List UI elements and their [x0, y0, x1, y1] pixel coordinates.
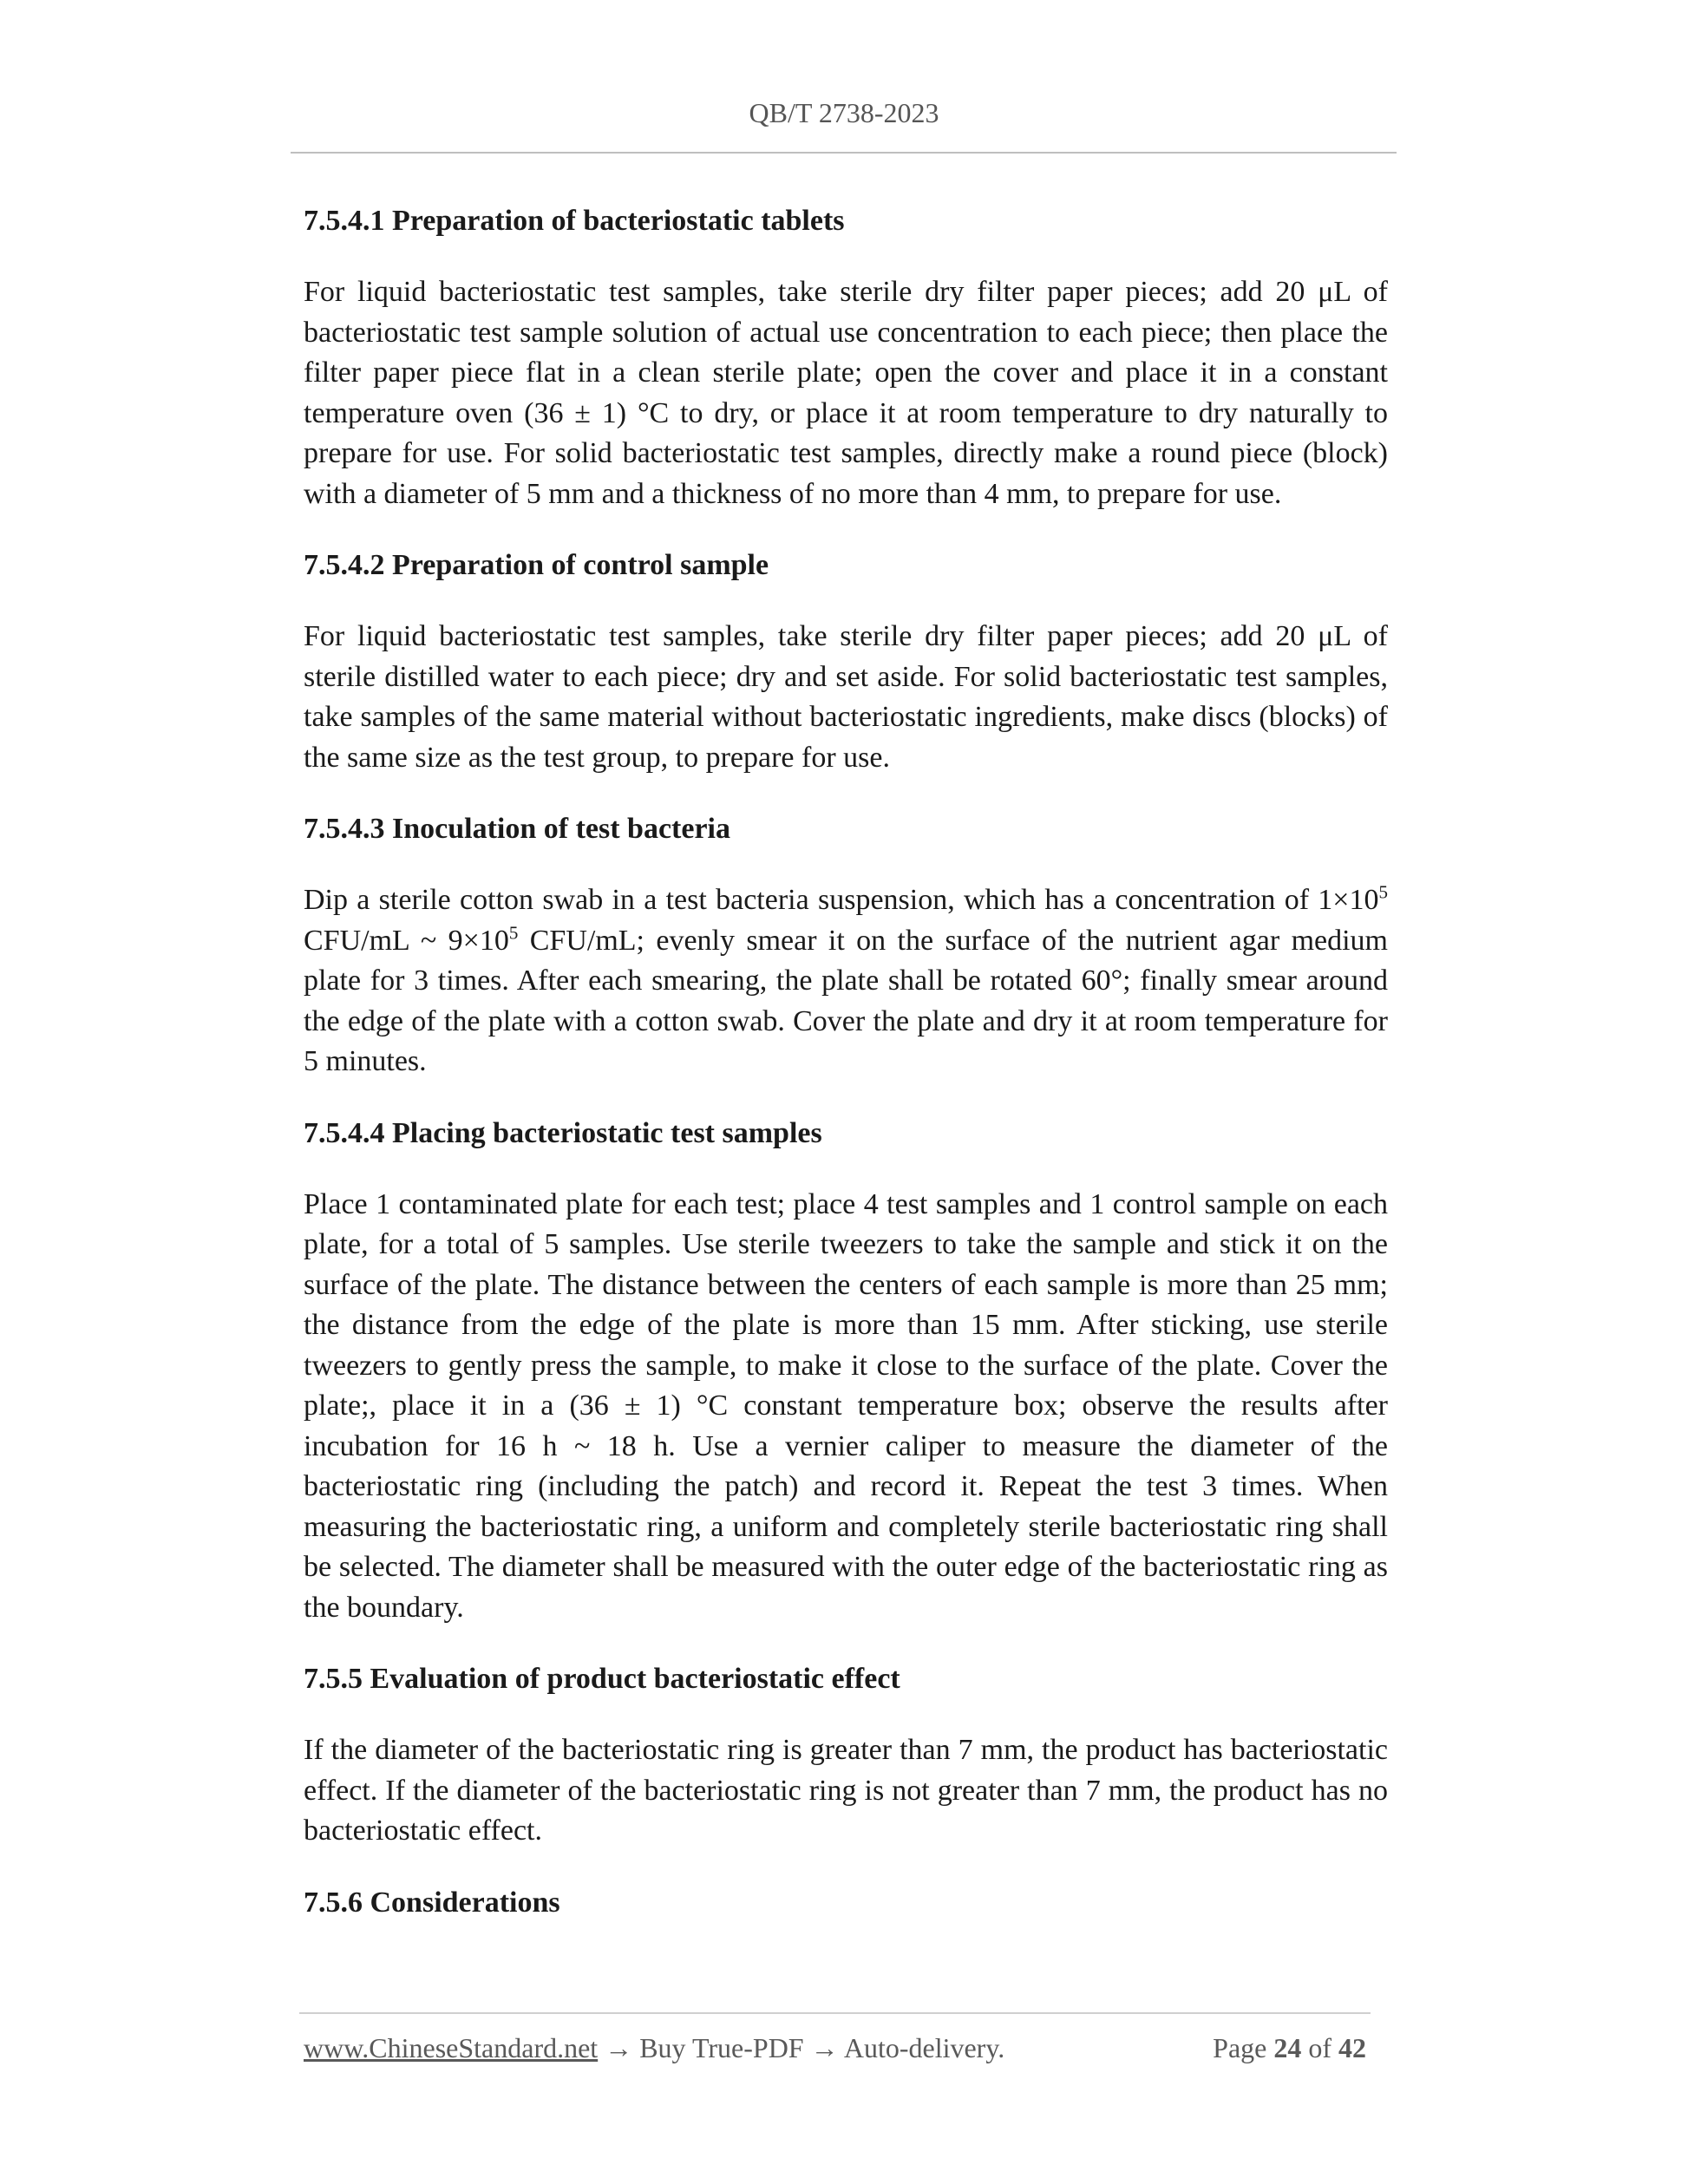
- section-heading-7-5-4-2: 7.5.4.2 Preparation of control sample: [304, 549, 769, 581]
- page-indicator: [1213, 2032, 1366, 2064]
- paragraph-7-5-4-2: For liquid bacteriostatic test samples, take sterile dry filter paper pieces; add 20 μL of sterile distilled water to each piece; dry and set aside. For solid bacteriostatic test samples, take samples of the same material without bacteriostatic ingredients, make discs (blocks) of the same size as the test group, to prepare for use.: [304, 620, 1388, 774]
- page-header-standard-code: QB/T 2738-2023: [749, 97, 939, 128]
- superscript-exponent: 5: [1378, 881, 1388, 903]
- paragraph-7-5-4-1: For liquid bacteriostatic test samples, take sterile dry filter paper pieces; add 20 μL of bacteriostatic test sample solution of actual use concentration to each piece; then place the filter paper piece flat in a clean sterile plate; open the cover and place it in a constant temperature oven (36 ± 1) °C to dry, or place it at room temperature to dry naturally to prepare for use. For solid bacteriostatic test samples, directly make a round piece (block) with a diameter of 5 mm and a thickness of no more than 4 mm, to prepare for use.: [304, 276, 1388, 510]
- section-heading-7-5-4-1: 7.5.4.1 Preparation of bacteriostatic tablets: [304, 205, 845, 237]
- document-body: [304, 201, 1388, 1954]
- section-heading-7-5-4-4: 7.5.4.4 Placing bacteriostatic test samples: [304, 1116, 822, 1149]
- paragraph-text: Dip a sterile cotton swab in a test bacteria suspension, which has a concentration of 1×10: [304, 884, 1379, 916]
- header-divider: [291, 152, 1397, 154]
- page-footer: [304, 2032, 1371, 2064]
- paragraph-text: CFU/mL ~ 9×10: [304, 924, 509, 957]
- website-link[interactable]: www.ChineseStandard.net: [304, 2032, 599, 2063]
- paragraph-7-5-5: If the diameter of the bacteriostatic ring is greater than 7 mm, the product has bacteriostatic effect. If the diameter of the bacteriostatic ring is not greater than 7 mm, the product has no bacteriostatic effect.: [304, 1734, 1388, 1847]
- paragraph-text: CFU/mL; evenly smear it on the surface of the nutrient agar medium plate for 3 times. After each smearing, the plate shall be rotated 60°; finally smear around the edge of the plate with a cotton swab. Cover the plate and dry it at room temperature for 5 minutes.: [304, 924, 1388, 1077]
- page-total-number: 42: [1338, 2032, 1366, 2063]
- page-of-label: of: [1308, 2032, 1331, 2063]
- page-label: Page: [1213, 2032, 1267, 2063]
- section-heading-7-5-6: 7.5.6 Considerations: [304, 1886, 560, 1919]
- footer-divider: [299, 2012, 1371, 2014]
- section-heading-7-5-5: 7.5.5 Evaluation of product bacteriostatic effect: [304, 1663, 900, 1695]
- section-heading-7-5-4-3: 7.5.4.3 Inoculation of test bacteria: [304, 813, 731, 845]
- page-current-number: 24: [1273, 2032, 1302, 2063]
- footer-tagline: → Buy True-PDF → Auto-delivery.: [598, 2032, 1005, 2063]
- superscript-exponent: 5: [508, 922, 519, 944]
- paragraph-7-5-4-4: Place 1 contaminated plate for each test; place 4 test samples and 1 control sample on each plate, for a total of 5 samples. Use sterile tweezers to take the sample and stick it on the surface of the plate. The distance between the centers of each sample is more than 25 mm; the distance from the edge of the plate is more than 15 mm. After sticking, use sterile tweezers to gently press the sample, to make it close to the surface of the plate. Cover the plate;, place it in a (36 ± 1) °C constant temperature box; observe the results after incubation for 16 h ~ 18 h. Use a vernier caliper to measure the diameter of the bacteriostatic ring (including the patch) and record it. Repeat the test 3 times. When measuring the bacteriostatic ring, a uniform and completely sterile bacteriostatic ring shall be selected. The diameter shall be measured with the outer edge of the bacteriostatic ring as the boundary.: [304, 1187, 1388, 1624]
- paragraph-7-5-4-3: [304, 880, 1388, 1082]
